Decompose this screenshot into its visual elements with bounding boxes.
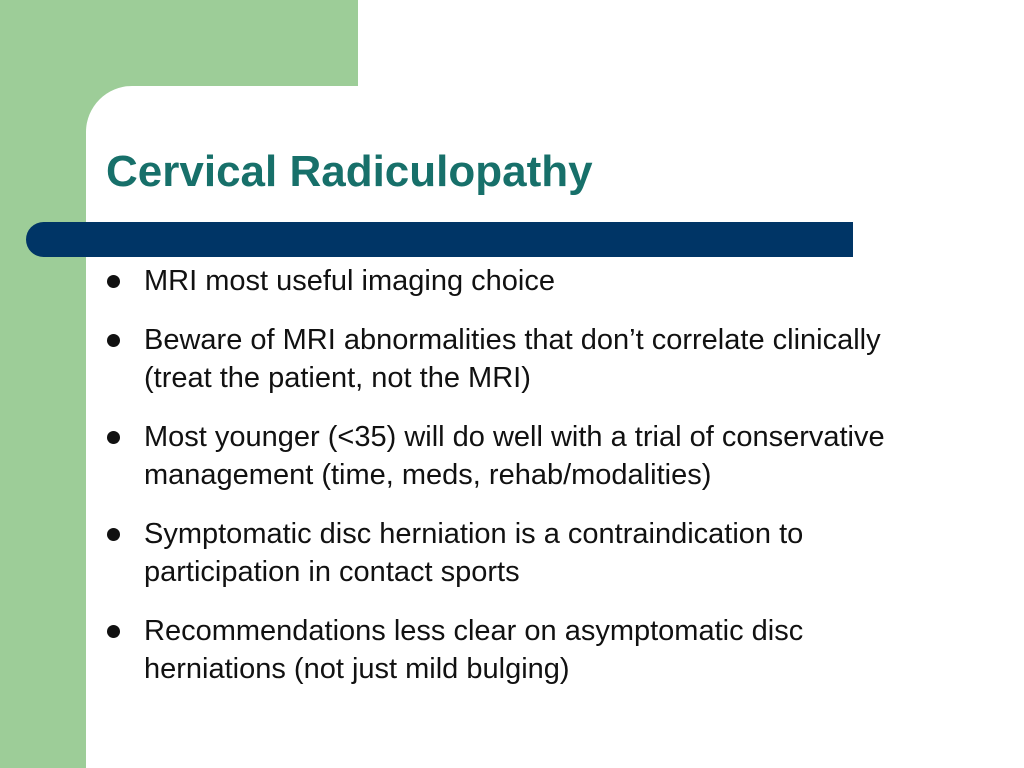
bullet-dot-icon — [107, 275, 120, 288]
bullet-text: Most younger (<35) will do well with a trial of conservative management (time, meds, rehab/modalities) — [144, 421, 885, 491]
bullet-text: MRI most useful imaging choice — [144, 265, 555, 297]
bullet-dot-icon — [107, 431, 120, 444]
bullet-item — [106, 418, 936, 494]
bullet-item — [106, 612, 936, 688]
bullet-text: Symptomatic disc herniation is a contraindication to participation in contact sports — [144, 518, 804, 588]
bullet-item — [106, 321, 936, 397]
bullet-item — [106, 515, 936, 591]
bullet-dot-icon — [107, 528, 120, 541]
bullet-list — [106, 262, 936, 709]
bullet-item — [106, 262, 936, 300]
slide-title: Cervical Radiculopathy — [106, 147, 593, 196]
title-underline-bar — [26, 222, 853, 257]
bullet-text: Recommendations less clear on asymptomatic disc herniations (not just mild bulging) — [144, 615, 804, 685]
bullet-dot-icon — [107, 625, 120, 638]
bullet-dot-icon — [107, 334, 120, 347]
bullet-text: Beware of MRI abnormalities that don’t correlate clinically (treat the patient, not the MRI) — [144, 324, 881, 394]
